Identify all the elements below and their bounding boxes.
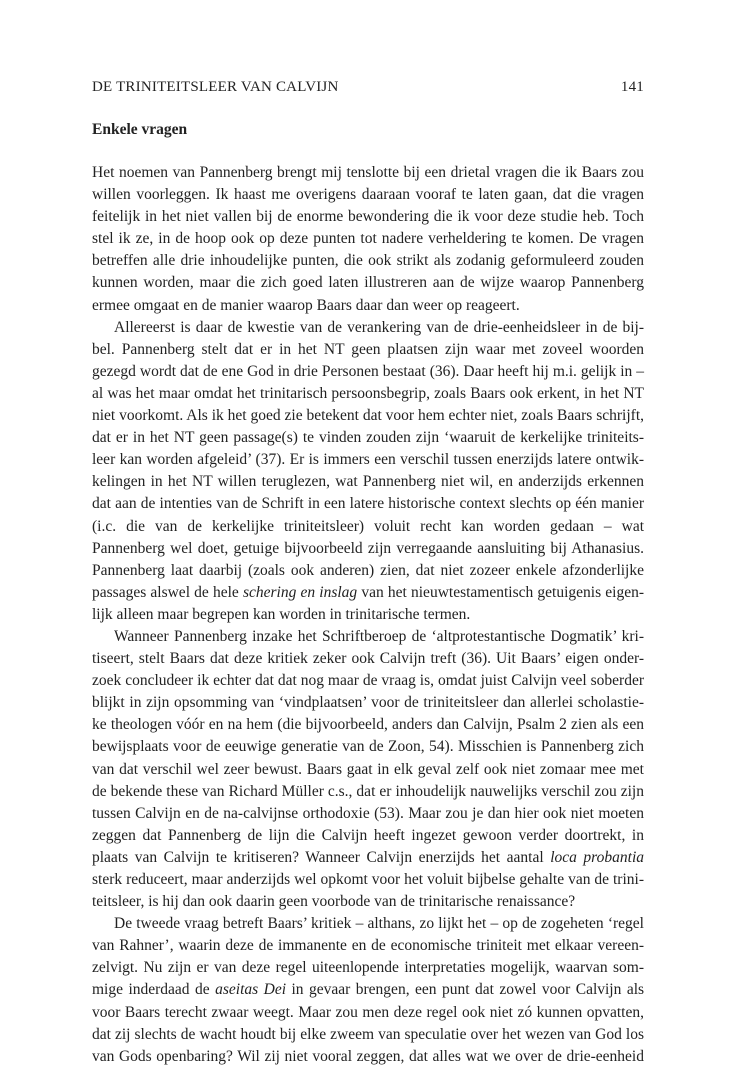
text-line: tiseert, stelt Baars dat deze kritiek zeker ook Calvijn treft (36). Uit Baars’ eigen onder- — [92, 650, 644, 668]
page-number: 141 — [620, 79, 644, 95]
text-line: willen voorleggen. Ik haast me overigens daaraan vooraf te laten gaan, dat die vragen — [92, 186, 644, 204]
text-line: stel ik ze, in de hoop ook op deze punten tot nadere verheldering te komen. De vragen — [92, 230, 644, 248]
text-line: gezegd wordt dat de ene God in drie Personen bestaat (36). Daar heeft hij m.i. gelijk in – — [92, 362, 644, 380]
text-line: niet voorkomt. Als ik het goed zie betekent dat voor hem echter niet, zoals Baars schrijft, — [92, 407, 644, 425]
text-line: de bekende these van Richard Müller c.s., dat er inhoudelijk nauwelijks verschil zou zijn — [92, 782, 644, 800]
text-line: leer kan worden afgeleid’ (37). Er is immers een verschil tussen enerzijds latere ontwik- — [92, 451, 644, 469]
text-line: Pannenberg wel doet, getuige bijvoorbeeld zijn verregaande aansluiting bij Athanasius. — [92, 539, 644, 557]
text-line: kunnen worden, maar die zich goed laten illustreren aan de wijze waarop Pannenberg — [92, 274, 644, 292]
text-line: van dat verschil wel zeer bewust. Baars gaat in elk geval zelf ook niet zomaar mee met — [92, 760, 644, 778]
text-segment: passages alswel de hele — [92, 583, 239, 601]
text-line: ermee omgaat en de manier waarop Baars daar dan weer op reageert. — [92, 296, 520, 314]
section-heading: Enkele vragen — [92, 121, 188, 138]
italic-phrase: schering en inslag — [242, 583, 358, 601]
text-line: van Rahner’, waarin deze de immanente en de economische triniteit met elkaar vereen- — [92, 937, 644, 955]
text-line: dat zij slechts de wacht houdt bij elke zweem van speculatie over het wezen van God los — [92, 1025, 644, 1043]
text-line: al was het maar omdat het trinitarisch persoonsbegrip, zoals Baars ook erkent, in het NT — [92, 384, 644, 402]
text-line: bel. Pannenberg stelt dat er in het NT geen plaatsen zijn waar met zoveel woorden — [92, 340, 644, 358]
italic-phrase: loca probantia — [550, 848, 645, 866]
text-segment: mige inderdaad de — [92, 981, 210, 999]
text-line: zeggen dat Pannenberg de lijn die Calvijn heeft ingezet gewoon verder doortrekt, in — [92, 826, 644, 844]
text-line: ke theologen vóór en na hem (die bijvoorbeeld, anders dan Calvijn, Psalm 2 zien als een — [92, 716, 644, 734]
text-line: tussen Calvijn en de na-calvijnse orthodoxie (53). Maar zou je dan hier ook niet moeten — [92, 804, 644, 822]
text-line — [92, 582, 644, 604]
italic-phrase: aseitas Dei — [215, 981, 287, 999]
text-line: van Gods openbaring? Wil zij niet vooral zeggen, dat alles wat we over de drie-eenheid — [92, 1047, 644, 1065]
text-line: feitelijk in het niet vallen bij de enorme bewondering die ik voor deze studie heb. Toch — [92, 208, 644, 226]
text-line: teitsleer, is hij dan ook daarin geen voorbode van de trinitarische renaissance? — [92, 893, 576, 911]
text-line: blijkt in zijn opsomming van ‘vindplaatsen’ voor de triniteitsleer dan allerlei scholastie- — [92, 694, 644, 712]
running-head — [92, 79, 644, 96]
text-line: Wanneer Pannenberg inzake het Schriftberoep de ‘altprotestantische Dogmatik’ kri- — [114, 627, 644, 645]
text-segment: van het nieuwtestamentisch getuigenis eigen- — [361, 583, 645, 601]
text-segment: in gevaar brengen, een punt dat zowel voor Calvijn als — [291, 981, 645, 999]
text-line: dat er in het NT geen passage(s) te vinden zouden zijn ‘waaruit de kerkelijke triniteits- — [92, 429, 644, 447]
text-line: dat aan de intenties van de Schrift in een latere historische context slechts op één manier — [92, 495, 644, 513]
text-line: Allereerst is daar de kwestie van de verankering van de drie-eenheidsleer in de bij- — [114, 318, 644, 336]
text-line: Pannenberg laat daarbij (zoals ook anderen) zien, dat niet zozeer enkele afzonderlijke — [92, 561, 644, 579]
text-line: lijk alleen maar begrepen kan worden in trinitarische termen. — [92, 605, 471, 623]
text-line: voor Baars terecht zwaar weegt. Maar zou men deze regel ook niet zó kunnen opvatten, — [92, 1003, 644, 1021]
text-line: betreffen alle drie inhoudelijke punten, die ook strikt als zodanig geformuleerd zouden — [92, 252, 644, 270]
text-line — [92, 847, 644, 869]
text-line — [92, 979, 644, 1001]
text-line: (i.c. die van de kerkelijke triniteitsleer) voluit recht kan worden gedaan – wat — [92, 517, 644, 535]
text-line: De tweede vraag betreft Baars’ kritiek – althans, zo lijkt het – op de zogeheten ‘regel — [114, 915, 644, 933]
text-line: bewijsplaats voor de eeuwige generatie van de Zoon, 54). Misschien is Pannenberg zich — [92, 738, 644, 756]
text-line: kelingen in het NT willen teruglezen, wat Pannenberg niet wil, en anderzijds erkennen — [92, 473, 644, 491]
running-title: DE TRINITEITSLEER VAN CALVIJN — [92, 79, 339, 95]
text-line: zoek concludeer ik echter dat dat nog maar de vraag is, omdat juist Calvijn veel soberder — [92, 672, 644, 690]
text-line: sterk reduceert, maar anderzijds wel opkomt voor het voluit bijbelse gehalte van de trini- — [92, 871, 644, 888]
body-text — [92, 162, 644, 1068]
text-line: Het noemen van Pannenberg brengt mij tenslotte bij een drietal vragen die ik Baars zou — [92, 164, 644, 181]
text-segment: plaats van Calvijn te kritiseren? Wanneer Calvijn enerzijds het aantal — [92, 848, 544, 866]
text-line: zelvigt. Nu zijn er van deze regel uiteenlopende interpretaties mogelijk, waarvan som- — [92, 959, 644, 977]
